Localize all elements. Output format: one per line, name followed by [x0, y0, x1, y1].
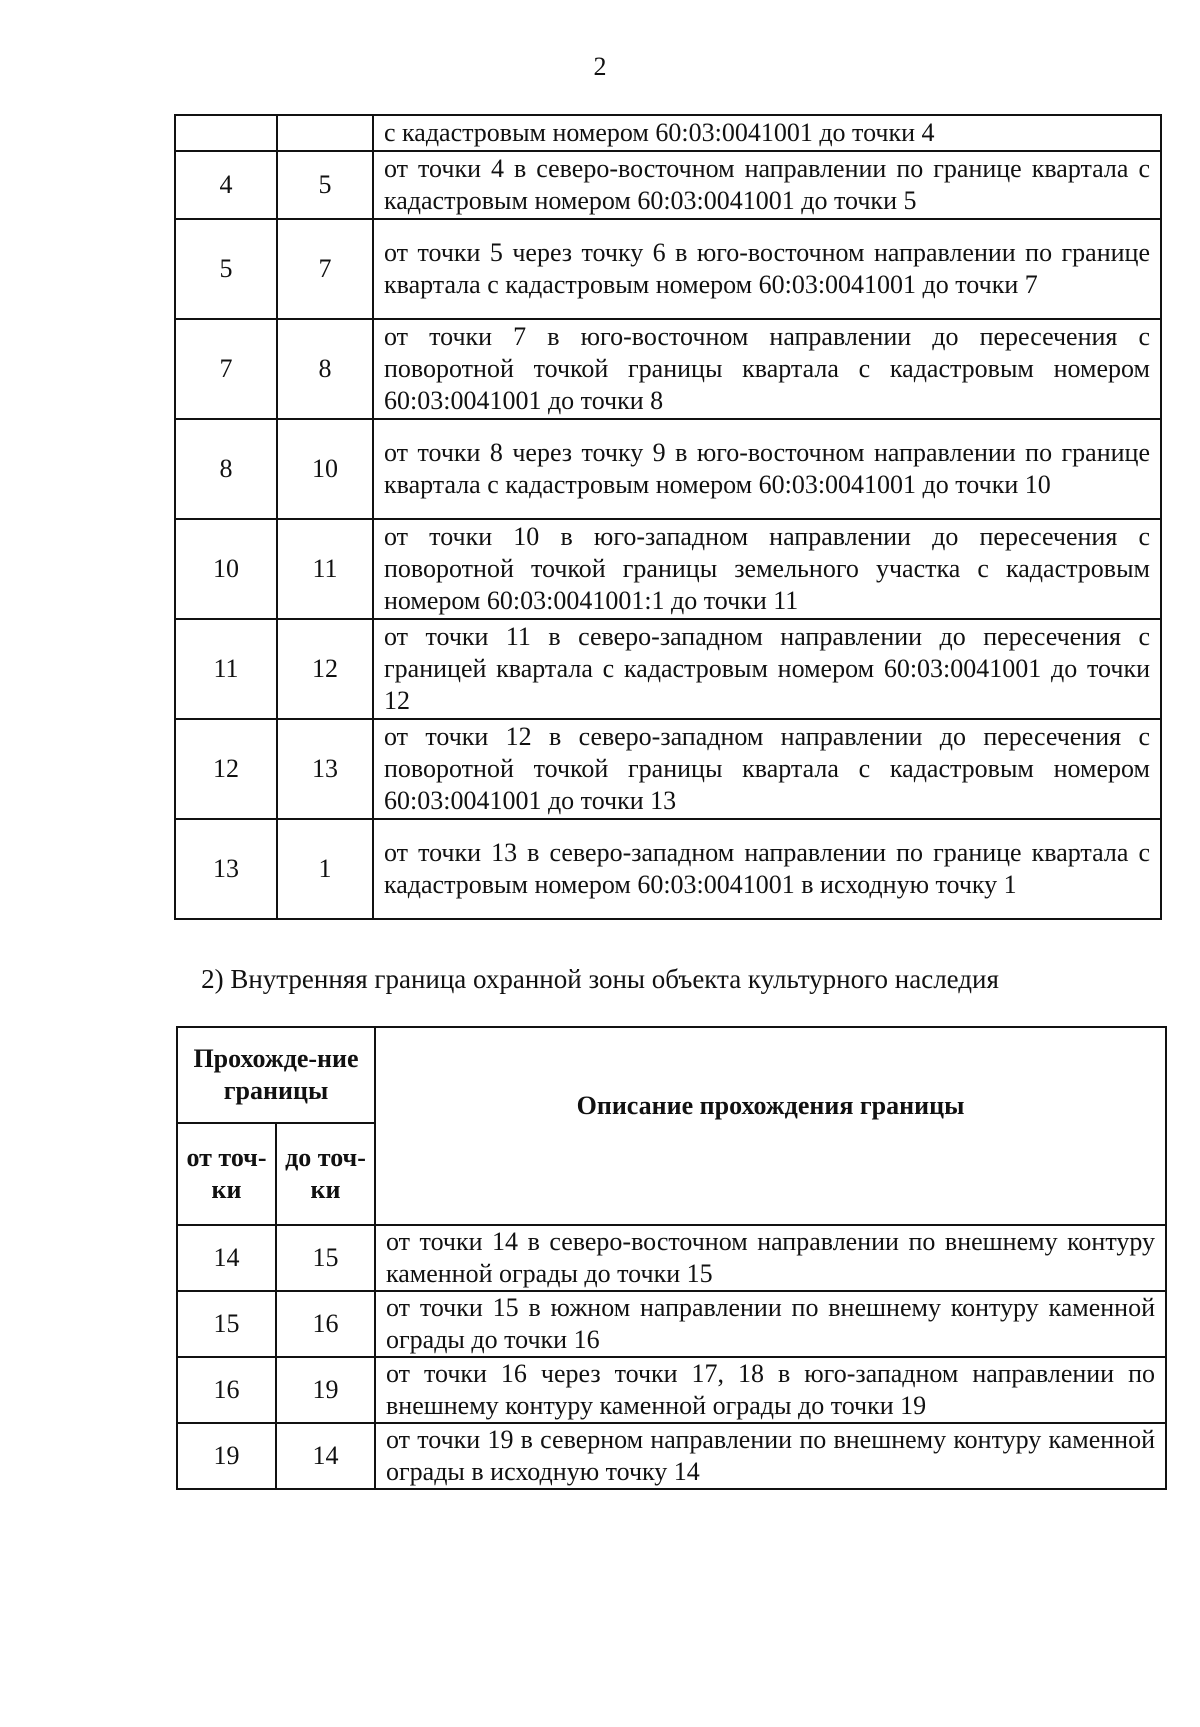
from-point-cell: 14 — [177, 1225, 276, 1291]
description-cell: от точки 8 через точку 9 в юго-восточном направлении по границе квартала с кадастровым номером 60:03:0041001 до точки 10 — [373, 419, 1161, 519]
from-point-cell: 7 — [175, 319, 277, 419]
from-point-cell: 10 — [175, 519, 277, 619]
from-point-cell — [175, 115, 277, 151]
description-cell: от точки 19 в северном направлении по внешнему контуру каменной ограды в исходную точку 14 — [375, 1423, 1166, 1489]
to-point-cell: 15 — [276, 1225, 375, 1291]
section-title: 2) Внутренняя граница охранной зоны объекта культурного наследия — [201, 964, 999, 994]
table-row — [177, 1423, 1166, 1489]
table-row — [175, 151, 1161, 219]
description-cell: от точки 5 через точку 6 в юго-восточном направлении по границе квартала с кадастровым номером 60:03:0041001 до точки 7 — [373, 219, 1161, 319]
table-row — [175, 319, 1161, 419]
table-header-row — [177, 1027, 1166, 1123]
from-point-cell: 19 — [177, 1423, 276, 1489]
header-boundary-passage: Прохожде-ние границы — [177, 1027, 375, 1123]
description-cell: с кадастровым номером 60:03:0041001 до точки 4 — [373, 115, 1161, 151]
table-row — [175, 819, 1161, 919]
description-cell: от точки 13 в северо-западном направлении по границе квартала с кадастровым номером 60:03:0041001 в исходную точку 1 — [373, 819, 1161, 919]
table-row — [175, 219, 1161, 319]
table-row — [175, 419, 1161, 519]
to-point-cell: 14 — [276, 1423, 375, 1489]
description-cell: от точки 14 в северо-восточном направлении по внешнему контуру каменной ограды до точки 15 — [375, 1225, 1166, 1291]
from-point-cell: 4 — [175, 151, 277, 219]
from-point-cell: 15 — [177, 1291, 276, 1357]
table-row — [175, 115, 1161, 151]
to-point-cell: 7 — [277, 219, 373, 319]
to-point-cell: 11 — [277, 519, 373, 619]
boundary-table-inner — [176, 1026, 1167, 1490]
to-point-cell: 13 — [277, 719, 373, 819]
description-cell: от точки 16 через точки 17, 18 в юго-западном направлении по внешнему контуру каменной ограды до точки 19 — [375, 1357, 1166, 1423]
from-point-cell: 12 — [175, 719, 277, 819]
description-cell: от точки 11 в северо-западном направлении до пересечения с границей квартала с кадастровым номером 60:03:0041001 до точки 12 — [373, 619, 1161, 719]
to-point-cell: 8 — [277, 319, 373, 419]
header-description: Описание прохождения границы — [375, 1027, 1166, 1225]
from-point-cell: 16 — [177, 1357, 276, 1423]
description-cell: от точки 12 в северо-западном направлении до пересечения с поворотной точкой границы квартала с кадастровым номером 60:03:0041001 до точки 13 — [373, 719, 1161, 819]
table-row — [177, 1357, 1166, 1423]
table-row — [175, 619, 1161, 719]
description-cell: от точки 7 в юго-восточном направлении до пересечения с поворотной точкой границы квартала с кадастровым номером 60:03:0041001 до точки 8 — [373, 319, 1161, 419]
from-point-cell: 8 — [175, 419, 277, 519]
to-point-cell: 12 — [277, 619, 373, 719]
description-cell: от точки 15 в южном направлении по внешнему контуру каменной ограды до точки 16 — [375, 1291, 1166, 1357]
to-point-cell — [277, 115, 373, 151]
table-row — [177, 1225, 1166, 1291]
to-point-cell: 16 — [276, 1291, 375, 1357]
description-cell: от точки 4 в северо-восточном направлении по границе квартала с кадастровым номером 60:03:0041001 до точки 5 — [373, 151, 1161, 219]
table-row — [177, 1291, 1166, 1357]
description-cell: от точки 10 в юго-западном направлении до пересечения с поворотной точкой границы земельного участка с кадастровым номером 60:03:0041001:1 до точки 11 — [373, 519, 1161, 619]
to-point-cell: 1 — [277, 819, 373, 919]
from-point-cell: 13 — [175, 819, 277, 919]
to-point-cell: 19 — [276, 1357, 375, 1423]
to-point-cell: 10 — [277, 419, 373, 519]
header-from-point: от точ-ки — [177, 1123, 276, 1225]
from-point-cell: 11 — [175, 619, 277, 719]
table-row — [175, 519, 1161, 619]
boundary-table-outer — [174, 114, 1162, 920]
header-to-point: до точ-ки — [276, 1123, 375, 1225]
from-point-cell: 5 — [175, 219, 277, 319]
table-row — [175, 719, 1161, 819]
page-number: 2 — [593, 52, 607, 81]
to-point-cell: 5 — [277, 151, 373, 219]
